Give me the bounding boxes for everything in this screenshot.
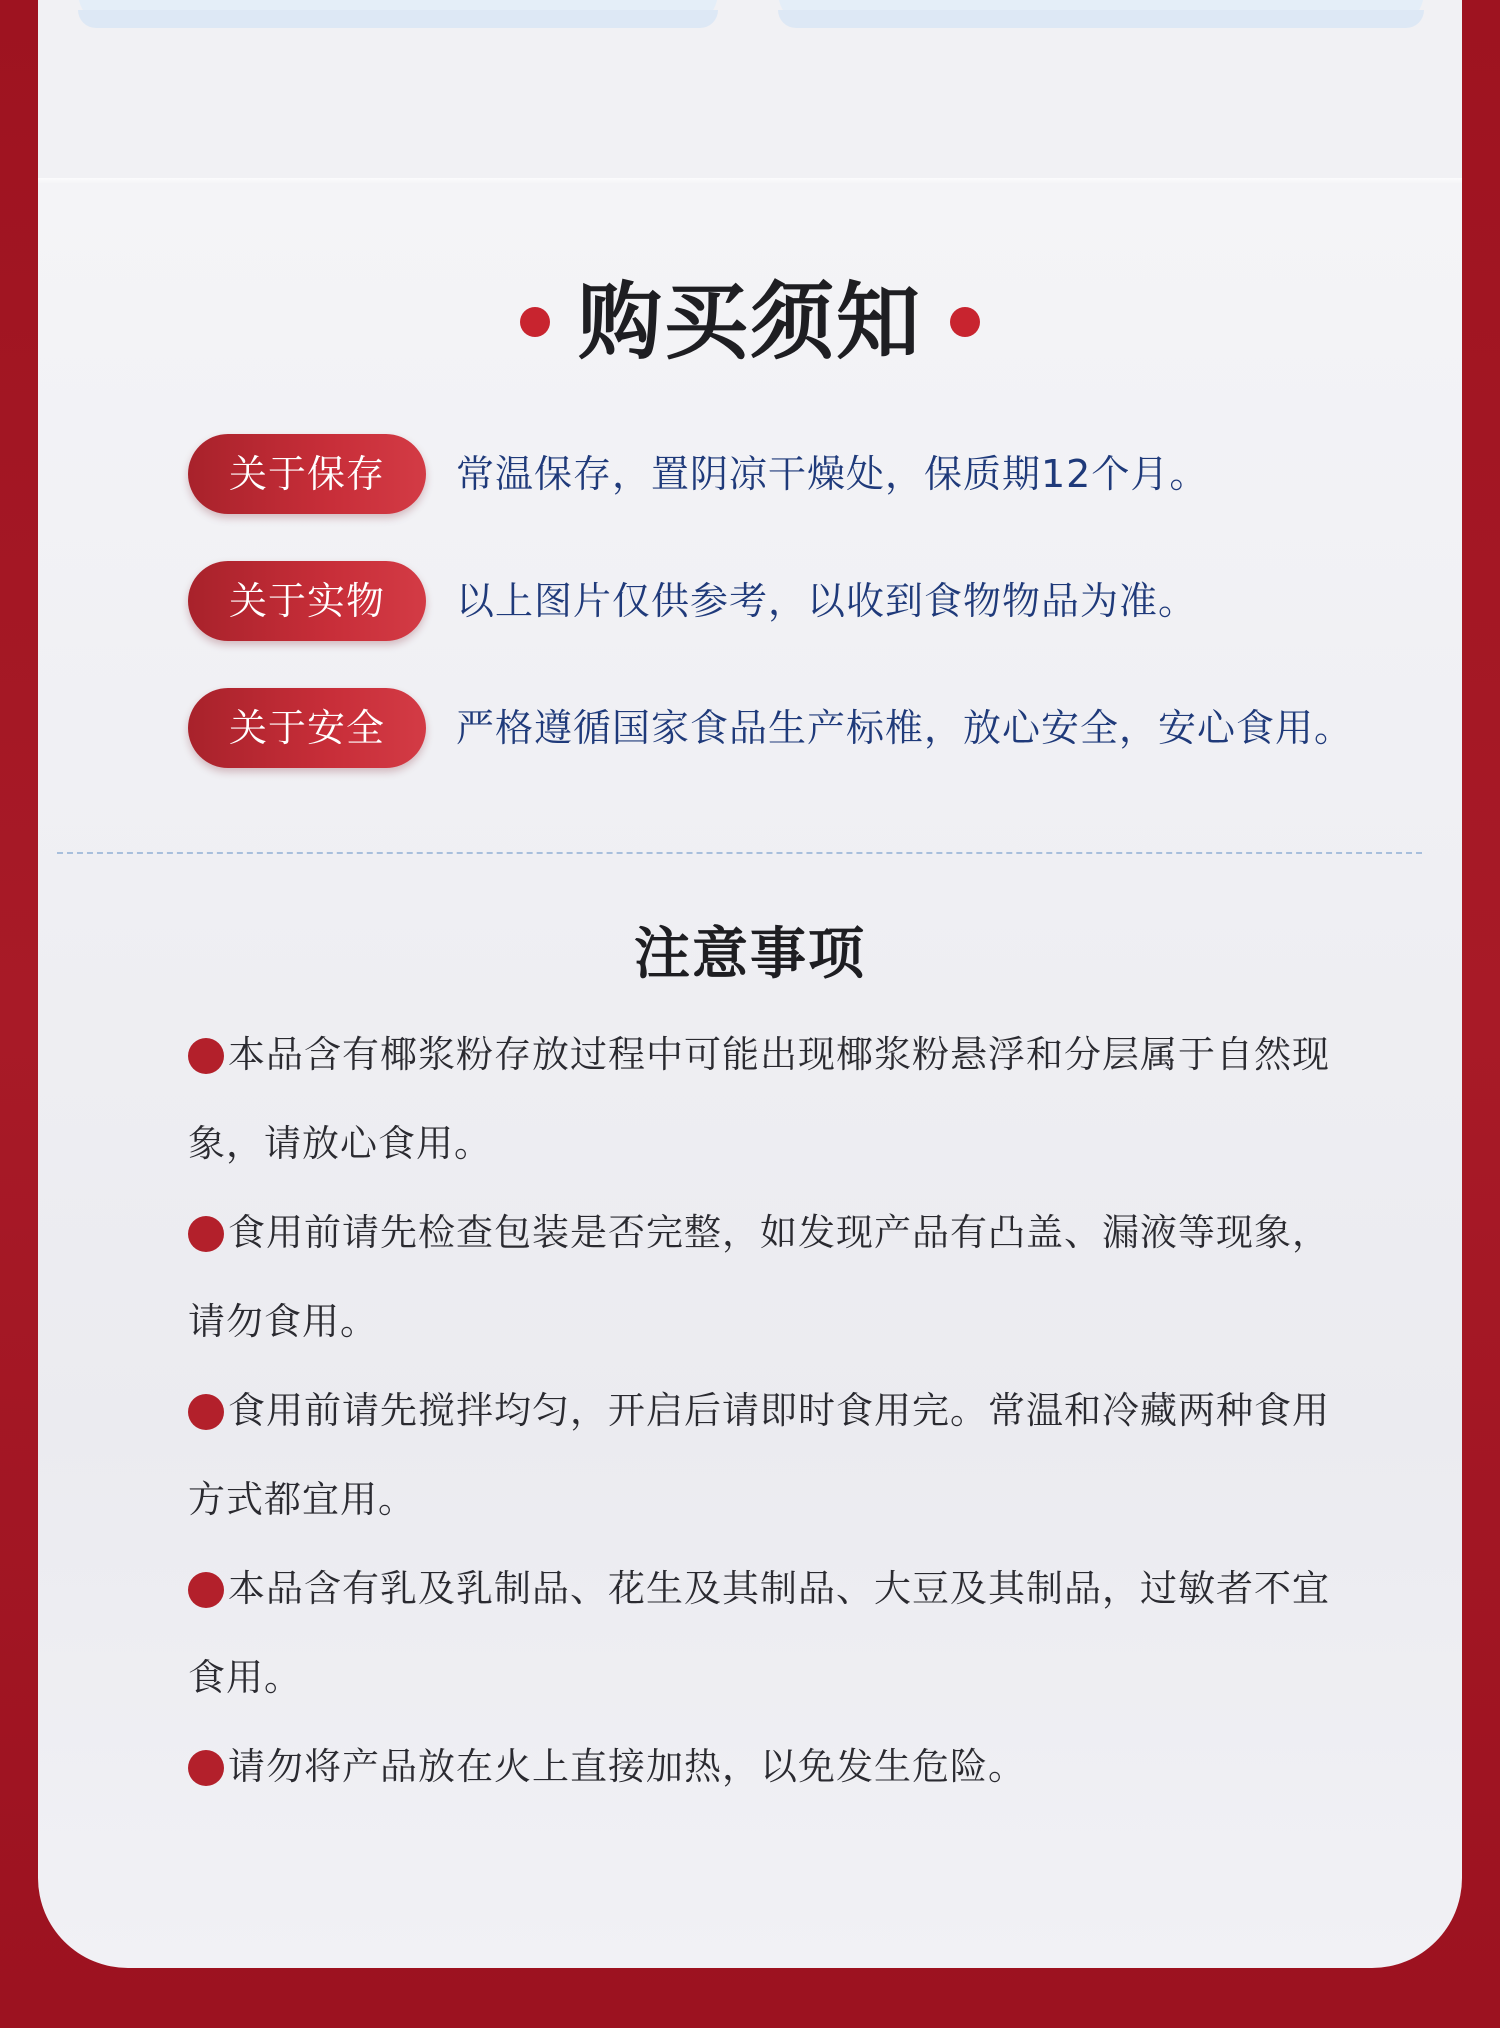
- notice-tag-safety: 关于安全: [188, 688, 426, 768]
- caution-item: [188, 1366, 1358, 1544]
- notice-row-product: [188, 561, 1197, 641]
- notice-row-storage: [188, 434, 1208, 514]
- notice-tag-product: 关于实物: [188, 561, 426, 641]
- notice-text-product: 以上图片仅供参考，以收到食物物品为准。: [456, 579, 1198, 623]
- caution-item-line1: 请勿将产品放在火上直接加热，以免发生危险。: [228, 1745, 1026, 1788]
- title-left-dot-icon: [520, 307, 550, 337]
- caution-item-line1: 本品含有乳及乳制品、花生及其制品、大豆及其制品，过敏者不宜: [228, 1567, 1330, 1610]
- caution-item-line2: 象，请放心食用。: [188, 1122, 492, 1165]
- notice-row-safety: [188, 688, 1353, 768]
- caution-item-line1: 食用前请先检查包装是否完整，如发现产品有凸盖、漏液等现象，: [228, 1211, 1330, 1254]
- caution-item-line2: 方式都宜用。: [188, 1478, 416, 1521]
- panel-gloss: [38, 178, 1462, 184]
- cautions-list: [188, 1010, 1358, 1811]
- bullet-dot-icon: [188, 1750, 224, 1786]
- top-image-box-right: [778, 0, 1424, 28]
- purchase-notice-header: [0, 272, 1500, 372]
- title-right-dot-icon: [950, 307, 980, 337]
- purchase-notice-title: 购买须知: [577, 273, 922, 371]
- dashed-divider: [57, 852, 1422, 854]
- caution-item-line1: 食用前请先搅拌均匀，开启后请即时食用完。常温和冷藏两种食用: [228, 1389, 1330, 1432]
- bullet-dot-icon: [188, 1394, 224, 1430]
- notice-text-safety: 严格遵循国家食品生产标椎，放心安全，安心食用。: [456, 706, 1354, 750]
- cautions-title: 注意事项: [634, 922, 866, 987]
- bullet-dot-icon: [188, 1216, 224, 1252]
- caution-item-line2: 食用。: [188, 1656, 302, 1699]
- caution-item: [188, 1188, 1358, 1366]
- caution-item-line2: 请勿食用。: [188, 1300, 378, 1343]
- caution-item: [188, 1544, 1358, 1722]
- top-panel: [38, 0, 1462, 178]
- notice-text-storage: 常温保存，置阴凉干燥处，保质期12个月。: [456, 452, 1209, 496]
- notice-tag-storage: 关于保存: [188, 434, 426, 514]
- caution-item: [188, 1722, 1358, 1811]
- top-image-box-left: [78, 0, 718, 28]
- caution-item-line1: 本品含有椰浆粉存放过程中可能出现椰浆粉悬浮和分层属于自然现: [228, 1033, 1330, 1076]
- bullet-dot-icon: [188, 1572, 224, 1608]
- bullet-dot-icon: [188, 1038, 224, 1074]
- caution-item: [188, 1010, 1358, 1188]
